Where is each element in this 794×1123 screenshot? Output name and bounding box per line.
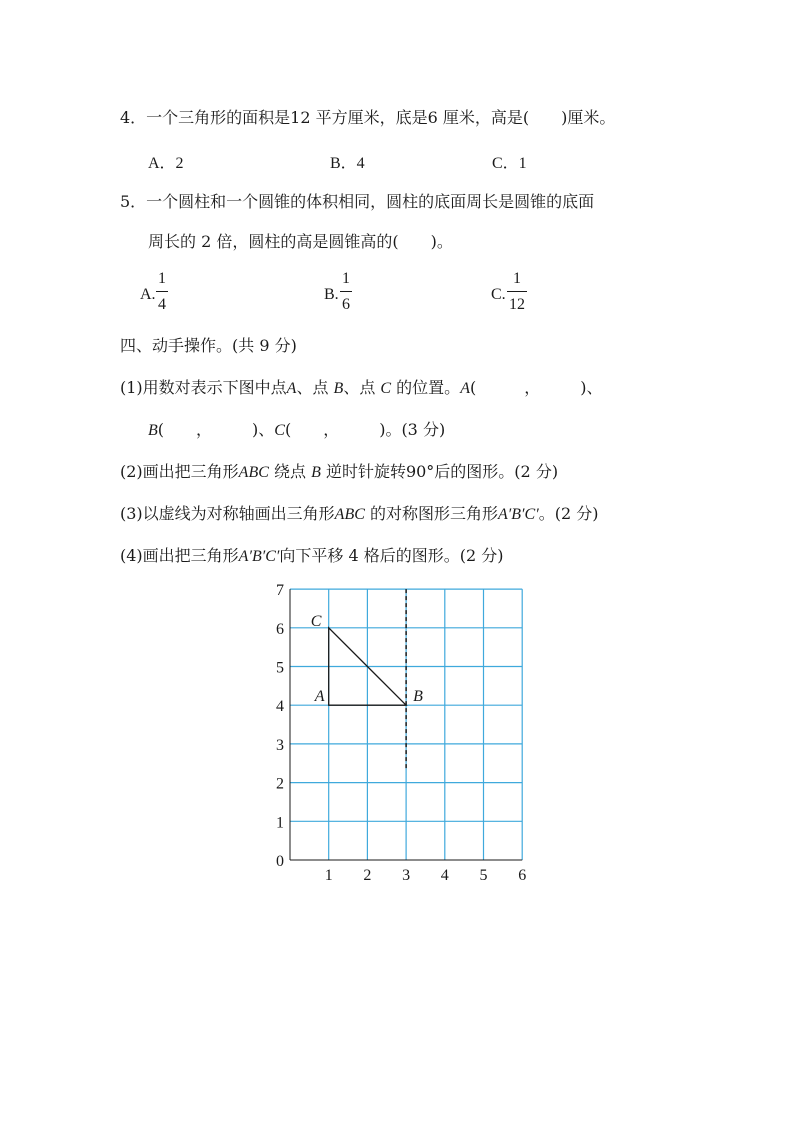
- y-tick-label: 0: [276, 853, 284, 870]
- q5-option-a-label: A.: [140, 286, 156, 303]
- y-tick-label: 3: [276, 736, 284, 754]
- numerator: 1: [342, 270, 350, 287]
- section-4-title: 四、动手操作。(共 9 分): [120, 336, 297, 355]
- point-label-a: A: [314, 688, 325, 706]
- x-tick-label: 5: [479, 867, 488, 884]
- x-tick-label: 2: [363, 867, 372, 884]
- question-4: 4．一个三角形的面积是12 平方厘米，底是6 厘米，高是( )厘米。: [120, 108, 616, 127]
- denominator: 4: [158, 296, 166, 313]
- q5-option-b-label: B.: [324, 286, 339, 303]
- instruction-3: (3)以虚线为对称轴画出三角形ABC 的对称图形三角形A′B′C′。(2 分): [120, 504, 599, 523]
- question-5-line-2: 周长的 2 倍，圆柱的高是圆锥高的( )。: [148, 232, 453, 251]
- q5-option-b-fraction: [340, 270, 352, 316]
- denominator: 12: [509, 296, 525, 313]
- point-label-b: B: [413, 688, 423, 706]
- numerator: 1: [513, 270, 521, 287]
- question-5-line-1: 5．一个圆柱和一个圆锥的体积相同，圆柱的底面周长是圆锥的底面: [120, 192, 595, 211]
- x-tick-label: 4: [440, 867, 449, 884]
- point-label-c: C: [310, 612, 322, 630]
- x-tick-label: 6: [518, 867, 527, 884]
- instruction-1-line-2: B( ， )、C( ， )。(3 分): [148, 420, 446, 439]
- q4-option-b: B．4: [330, 155, 365, 172]
- x-tick-label: 3: [402, 867, 411, 884]
- y-tick-label: 5: [276, 659, 284, 677]
- y-tick-label: 6: [276, 620, 284, 638]
- y-tick-label: 1: [276, 814, 284, 832]
- numerator: 1: [158, 270, 166, 287]
- q4-option-c: C．1: [492, 155, 527, 172]
- y-tick-label: 7: [276, 582, 284, 600]
- y-tick-label: 4: [276, 698, 284, 716]
- y-tick-label: 2: [276, 775, 284, 793]
- instruction-4: (4)画出把三角形A′B′C′向下平移 4 格后的图形。(2 分): [120, 546, 504, 565]
- q5-option-a-fraction: [156, 270, 168, 316]
- instruction-2: (2)画出把三角形ABC 绕点 B 逆时针旋转90°后的图形。(2 分): [120, 462, 559, 481]
- x-tick-label: 1: [324, 867, 333, 884]
- coordinate-grid: [260, 578, 550, 888]
- denominator: 6: [342, 296, 350, 313]
- instruction-1-line-1: (1)用数对表示下图中点A、点 B、点 C 的位置。A( ， )、: [120, 378, 603, 397]
- q5-option-c-label: C.: [491, 286, 506, 303]
- q5-option-c-fraction: [507, 270, 527, 316]
- q4-option-a: A．2: [148, 155, 184, 172]
